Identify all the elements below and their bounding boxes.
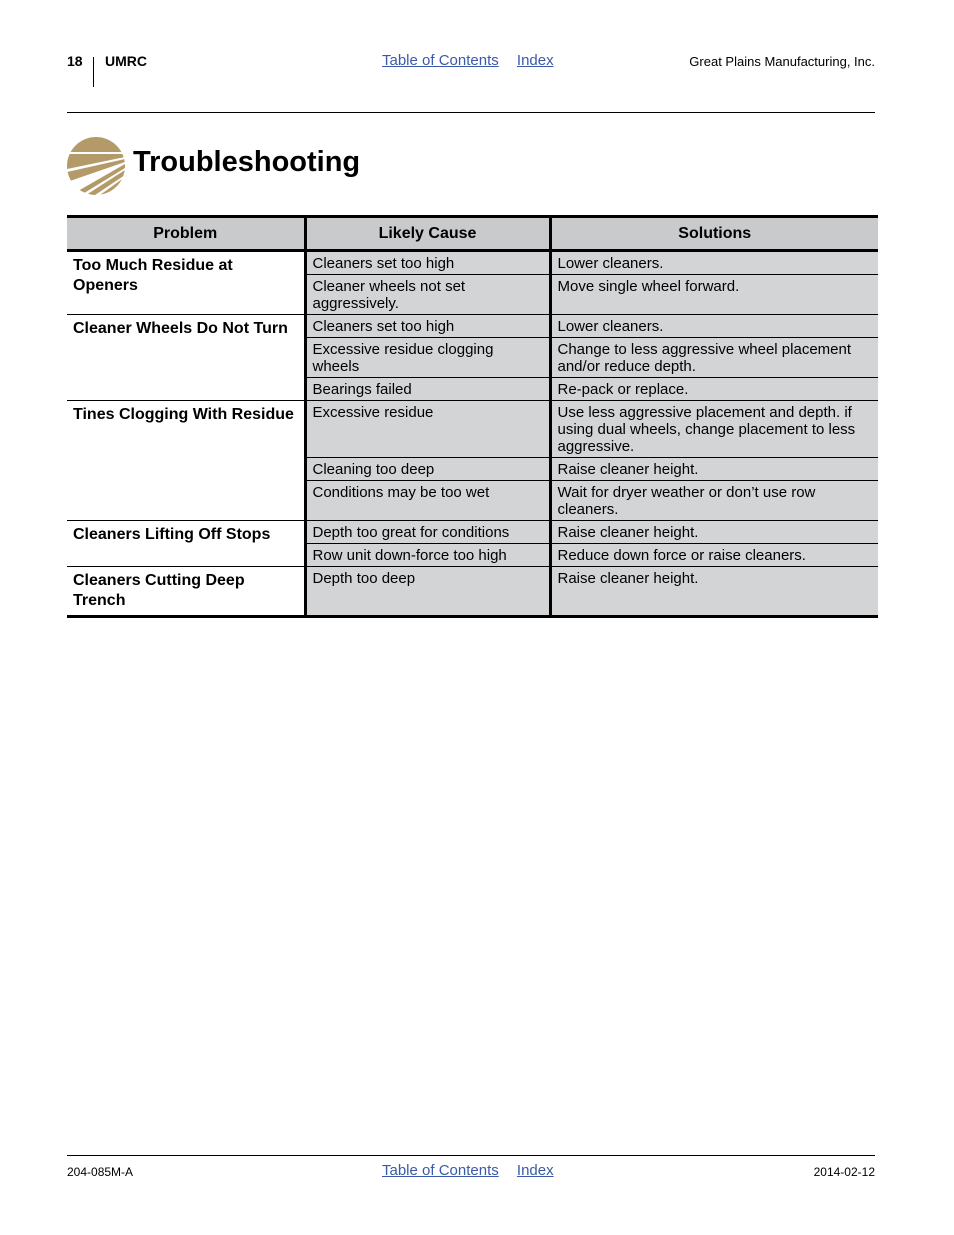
problem-cell: Too Much Residue at Openers [67,251,305,315]
index-link[interactable]: Index [516,1162,554,1179]
header-divider [93,57,94,87]
table-of-contents-link[interactable]: Table of Contents [382,52,499,69]
cause-cell: Cleaners set too high [305,251,550,275]
column-header-problem: Problem [67,217,305,251]
doc-code: UMRC [105,53,147,69]
solution-cell: Use less aggressive placement and depth. if using dual wheels, change placement to less aggressive. [550,401,878,458]
solution-cell: Lower cleaners. [550,251,878,275]
page-title: Troubleshooting [133,146,361,178]
solution-cell: Reduce down force or raise cleaners. [550,544,878,567]
solution-cell: Lower cleaners. [550,315,878,338]
solution-cell: Raise cleaner height. [550,458,878,481]
solution-cell: Re-pack or replace. [550,378,878,401]
cause-cell: Cleaner wheels not set aggressively. [305,275,550,315]
table-row [67,521,878,544]
header-nav [382,52,568,69]
cause-cell: Cleaners set too high [305,315,550,338]
cause-cell: Row unit down-force too high [305,544,550,567]
column-header-solutions: Solutions [550,217,878,251]
cause-cell: Depth too deep [305,567,550,617]
cause-cell: Bearings failed [305,378,550,401]
great-plains-logo-icon [67,137,125,195]
solution-cell: Raise cleaner height. [550,567,878,617]
troubleshooting-table [67,215,878,618]
table-row [67,567,878,617]
table-row [67,251,878,275]
solution-cell: Move single wheel forward. [550,275,878,315]
cause-cell: Excessive residue [305,401,550,458]
column-header-likely-cause: Likely Cause [305,217,550,251]
problem-cell: Cleaner Wheels Do Not Turn [67,315,305,401]
cause-cell: Depth too great for conditions [305,521,550,544]
problem-cell: Tines Clogging With Residue [67,401,305,521]
solution-cell: Change to less aggressive wheel placement and/or reduce depth. [550,338,878,378]
doc-date: 2014-02-12 [813,1165,875,1179]
table-header-row [67,217,878,251]
table-row [67,401,878,458]
page-header [67,50,875,90]
solution-cell: Wait for dryer weather or don’t use row cleaners. [550,481,878,521]
page-number: 18 [67,53,83,69]
index-link[interactable]: Index [516,52,554,69]
header-rule [67,112,875,113]
cause-cell: Conditions may be too wet [305,481,550,521]
solution-cell: Raise cleaner height. [550,521,878,544]
footer-rule [67,1155,875,1156]
footer-nav [382,1162,568,1179]
cause-cell: Excessive residue clogging wheels [305,338,550,378]
doc-number: 204-085M-A [67,1165,134,1179]
problem-cell: Cleaners Lifting Off Stops [67,521,305,567]
table-of-contents-link[interactable]: Table of Contents [382,1162,499,1179]
cause-cell: Cleaning too deep [305,458,550,481]
problem-cell: Cleaners Cutting Deep Trench [67,567,305,617]
company-name: Great Plains Manufacturing, Inc. [689,54,875,69]
table-row [67,315,878,338]
